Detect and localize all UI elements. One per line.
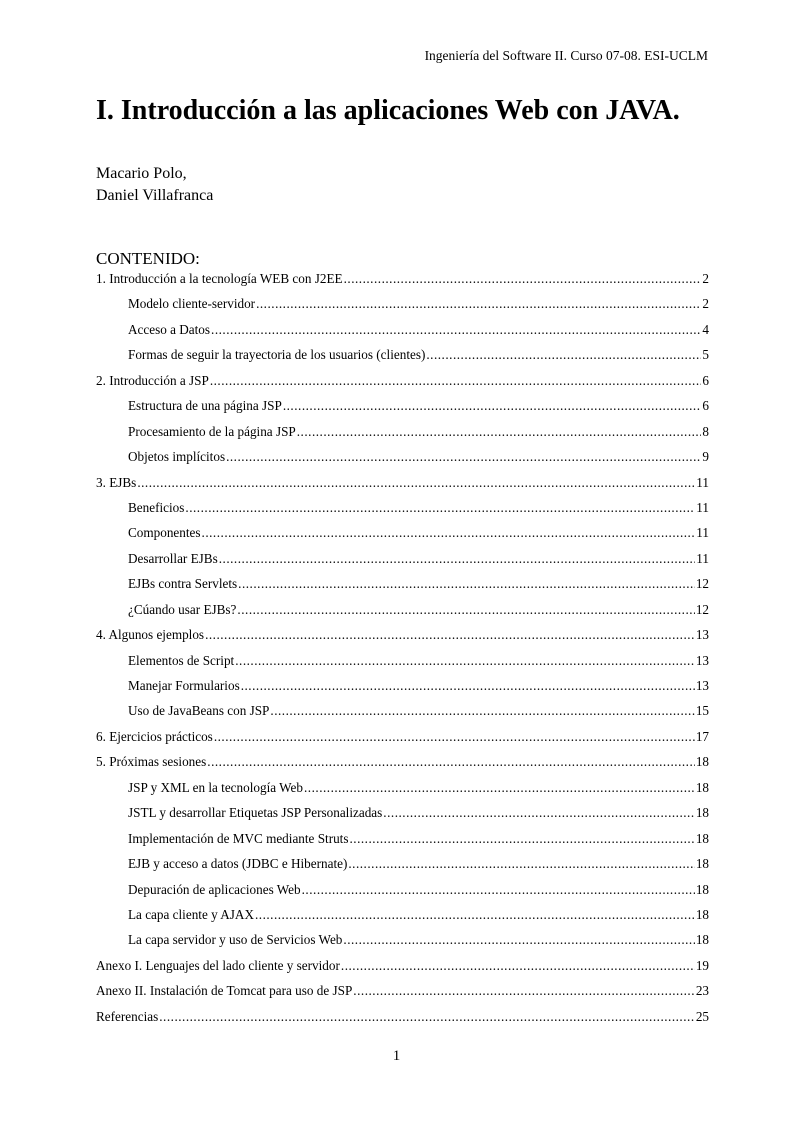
toc-leader-dots [211,319,701,341]
toc-leader-dots [205,624,695,646]
toc-entry[interactable] [96,421,709,446]
toc-entry-page: 12 [695,576,709,592]
toc-entry-title: Implementación de MVC mediante Struts [128,830,349,846]
toc-entry[interactable] [96,700,709,725]
toc-heading: CONTENIDO: [96,249,200,268]
table-of-contents [96,268,709,1031]
toc-entry-title: Referencias [96,1008,159,1024]
toc-entry-page: 18 [695,906,709,922]
toc-entry-page: 18 [695,830,709,846]
toc-entry-page: 11 [696,525,709,541]
toc-leader-dots [202,522,696,544]
toc-entry-title: 5. Próximas sesiones [96,754,207,770]
author-1: Macario Polo, [96,165,187,182]
toc-leader-dots [226,446,701,468]
toc-entry-title: Uso de JavaBeans con JSP [128,703,270,719]
toc-entry[interactable] [96,802,709,827]
toc-leader-dots [210,370,702,392]
toc-entry-title: La capa cliente y AJAX [128,906,254,922]
toc-entry-page: 15 [695,703,709,719]
toc-leader-dots [137,472,695,494]
toc-entry-page: 18 [695,779,709,795]
toc-entry[interactable] [96,472,709,497]
toc-entry[interactable] [96,726,709,751]
toc-entry-title: EJBs contra Servlets [128,576,238,592]
toc-entry-page: 4 [702,321,709,337]
author-2: Daniel Villafranca [96,187,214,204]
toc-entry-title: Beneficios [128,499,185,515]
toc-leader-dots [241,675,695,697]
toc-leader-dots [256,293,701,315]
toc-entry-page: 18 [695,881,709,897]
toc-entry[interactable] [96,446,709,471]
toc-leader-dots [283,395,702,417]
toc-entry-title: ¿Cúando usar EJBs? [128,601,237,617]
toc-entry-page: 11 [696,474,709,490]
toc-entry-page: 18 [695,856,709,872]
toc-entry-page: 6 [702,372,709,388]
toc-leader-dots [185,497,695,519]
toc-entry-page: 13 [695,652,709,668]
toc-leader-dots [237,599,694,621]
toc-entry[interactable] [96,573,709,598]
toc-entry[interactable] [96,828,709,853]
toc-entry-title: Procesamiento de la página JSP [128,423,296,439]
toc-entry-title: Depuración de aplicaciones Web [128,881,301,897]
toc-entry-page: 8 [702,423,709,439]
toc-entry-title: 6. Ejercicios prácticos [96,728,213,744]
toc-entry-page: 11 [696,550,709,566]
toc-entry-title: Elementos de Script [128,652,235,668]
toc-entry[interactable] [96,980,709,1005]
toc-entry-page: 11 [696,499,709,515]
toc-leader-dots [302,879,695,901]
toc-entry[interactable] [96,675,709,700]
toc-leader-dots [349,828,694,850]
toc-leader-dots [304,777,695,799]
toc-entry-title: Modelo cliente-servidor [128,296,256,312]
toc-entry-title: 2. Introducción a JSP [96,372,209,388]
toc-entry[interactable] [96,522,709,547]
toc-entry-page: 13 [695,627,709,643]
toc-entry-title: JSTL y desarrollar Etiquetas JSP Personalizadas [128,805,383,821]
toc-leader-dots [348,853,694,875]
toc-leader-dots [238,573,695,595]
document-title: I. Introducción a las aplicaciones Web con JAVA. [96,95,680,126]
toc-entry[interactable] [96,370,709,395]
toc-entry[interactable] [96,268,709,293]
toc-entry-page: 13 [695,678,709,693]
page-number: 1 [392,1048,401,1064]
toc-leader-dots [219,548,696,570]
toc-entry-title: Estructura de una página JSP [128,398,282,414]
toc-leader-dots [426,344,701,366]
toc-entry-page: 5 [702,347,709,363]
toc-entry[interactable] [96,853,709,878]
toc-entry-page: 12 [695,601,709,617]
toc-entry-page: 25 [695,1008,709,1024]
toc-entry[interactable] [96,650,709,675]
toc-entry[interactable] [96,879,709,904]
toc-entry-title: Acceso a Datos [128,321,211,337]
toc-entry-page: 18 [695,754,709,770]
toc-entry[interactable] [96,624,709,649]
toc-entry-title: La capa servidor y uso de Servicios Web [128,932,343,948]
toc-entry-page: 6 [702,398,709,414]
toc-entry[interactable] [96,293,709,318]
toc-entry-title: Formas de seguir la trayectoria de los usuarios (clientes) [128,347,426,363]
toc-leader-dots [270,700,694,722]
toc-entry[interactable] [96,751,709,776]
toc-entry[interactable] [96,497,709,522]
toc-entry-title: 4. Algunos ejemplos [96,627,205,643]
toc-entry-title: Anexo I. Lenguajes del lado cliente y servidor [96,957,340,973]
toc-entry[interactable] [96,1006,709,1031]
toc-entry[interactable] [96,904,709,929]
toc-leader-dots [297,421,702,443]
toc-entry-title: 3. EJBs [96,474,137,490]
toc-entry-title: Manejar Formularios [128,678,240,693]
toc-leader-dots [383,802,695,824]
toc-leader-dots [159,1006,695,1028]
toc-entry[interactable] [96,395,709,420]
toc-leader-dots [344,268,702,290]
toc-entry-title: 1. Introducción a la tecnología WEB con J2EE [96,271,343,286]
toc-leader-dots [214,726,695,748]
toc-leader-dots [341,955,695,977]
toc-entry-page: 18 [695,805,709,821]
toc-entry-title: Componentes [128,525,201,541]
toc-entry[interactable] [96,319,709,344]
toc-leader-dots [235,650,695,672]
toc-leader-dots [343,929,694,951]
toc-entry[interactable] [96,344,709,369]
toc-entry-page: 9 [702,449,709,465]
toc-entry-page: 23 [695,983,709,999]
authors [96,163,213,207]
toc-entry-title: Objetos implícitos [128,449,226,465]
toc-leader-dots [255,904,695,926]
toc-entry[interactable] [96,599,709,624]
toc-entry-title: JSP y XML en la tecnología Web [128,779,303,795]
toc-entry-title: Anexo II. Instalación de Tomcat para uso de JSP [96,983,353,999]
toc-entry-page: 19 [695,957,709,973]
toc-leader-dots [353,980,695,1002]
toc-entry-title: Desarrollar EJBs [128,550,218,566]
running-header: Ingeniería del Software II. Curso 07-08. ESI-UCLM [424,48,708,63]
toc-entry[interactable] [96,955,709,980]
toc-entry-title: EJB y acceso a datos (JDBC e Hibernate) [128,856,348,872]
toc-entry-page: 18 [695,932,709,948]
toc-leader-dots [207,751,695,773]
toc-entry-page: 17 [695,728,709,744]
toc-entry[interactable] [96,548,709,573]
toc-entry[interactable] [96,929,709,954]
toc-entry-page: 2 [702,296,709,312]
toc-entry-page: 2 [702,271,709,286]
toc-entry[interactable] [96,777,709,802]
